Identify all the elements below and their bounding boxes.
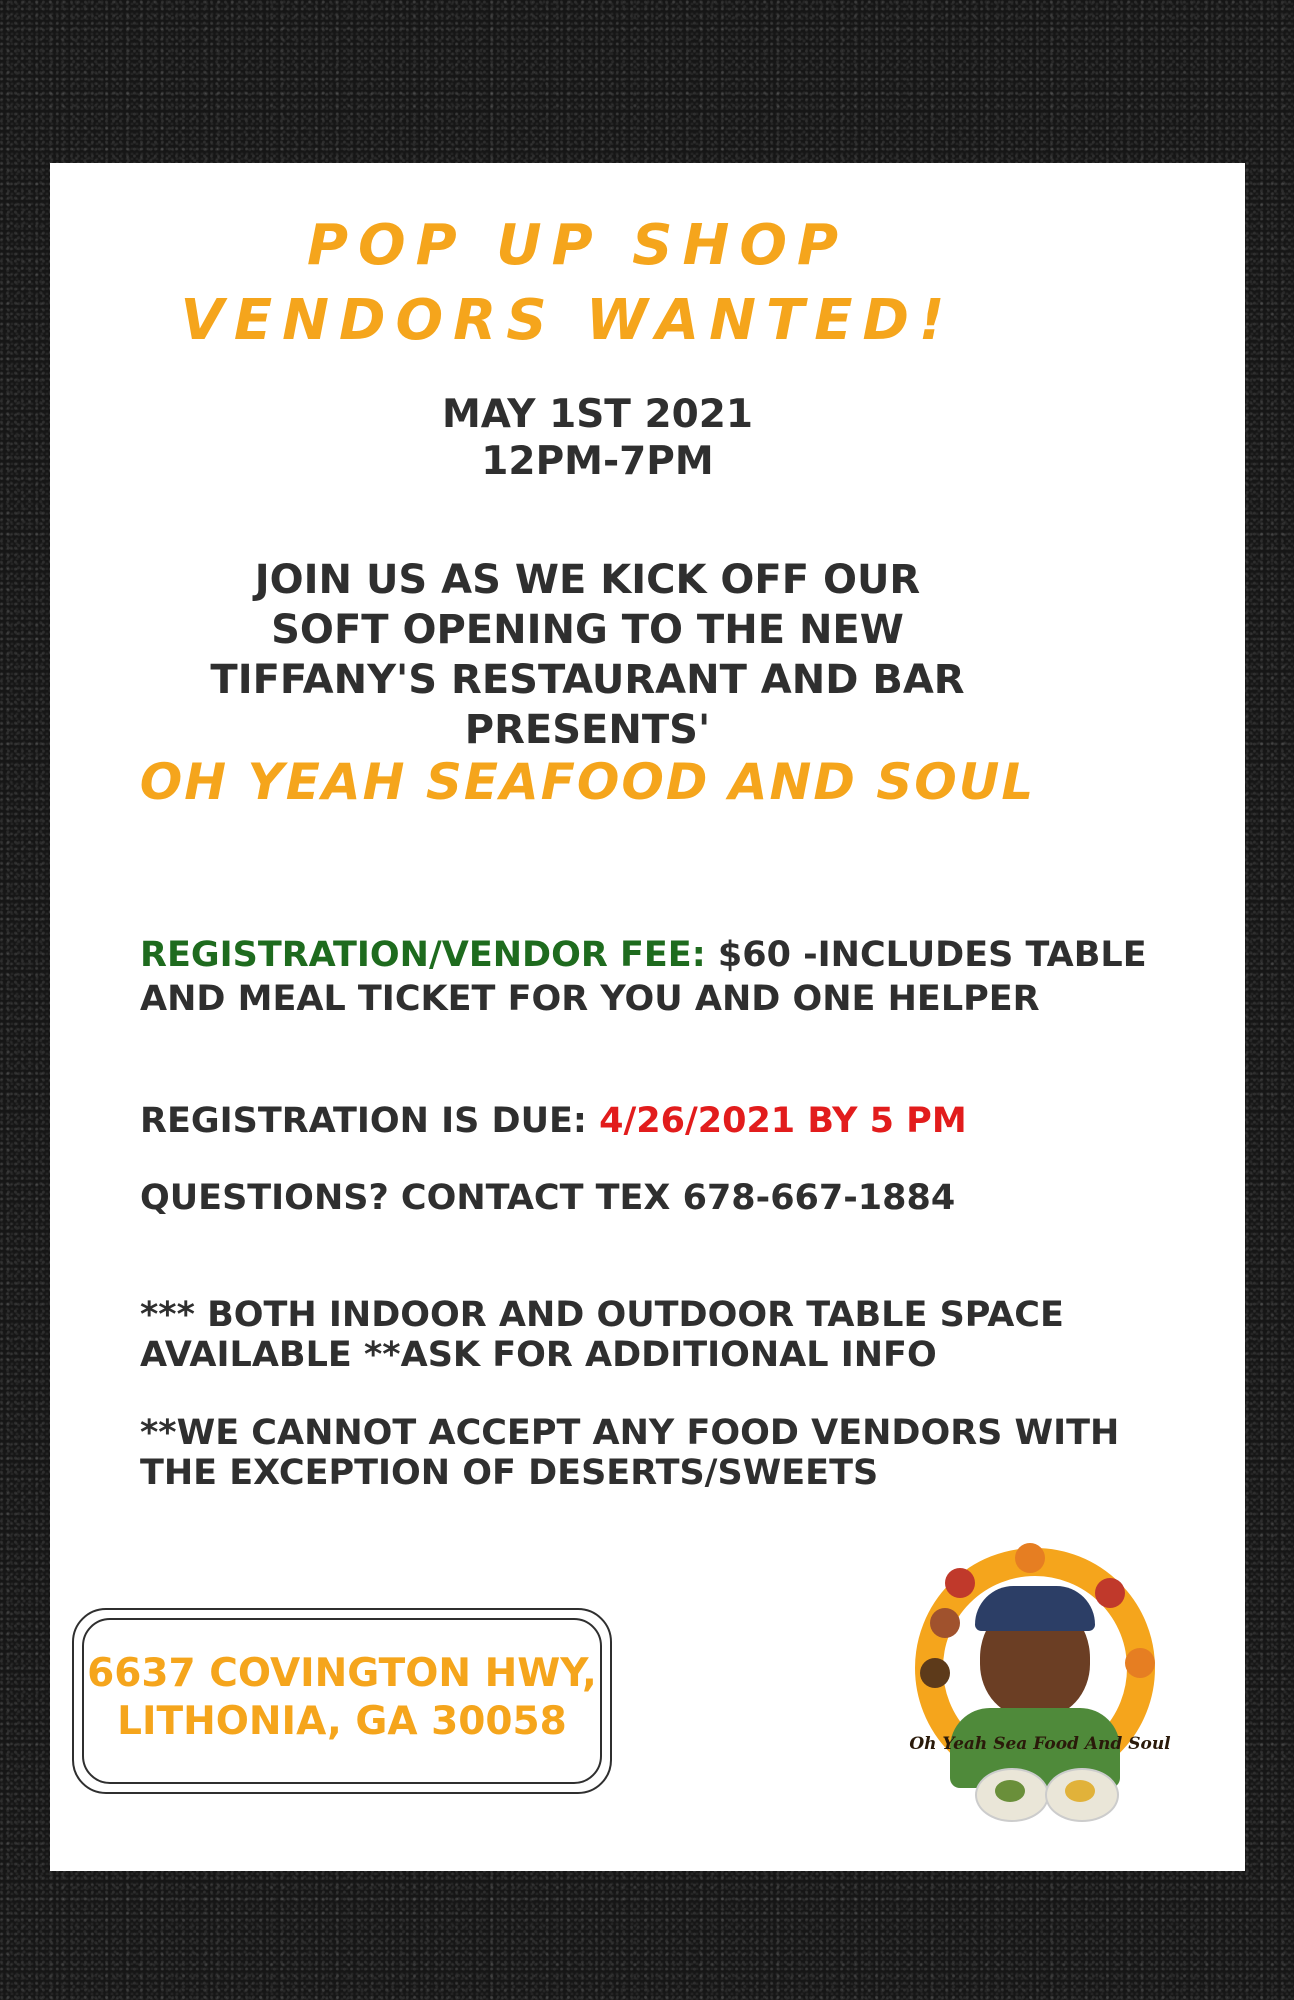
shrimp-icon [1015,1543,1045,1573]
chicken-icon [930,1608,960,1638]
address-line2: LITHONIA, GA 30058 [117,1699,567,1744]
event-time: 12PM-7PM [481,439,714,484]
brand-name: OH YEAH SEAFOOD AND SOUL [139,753,1036,811]
address-line1: 6637 COVINGTON HWY, [87,1651,597,1696]
shrimp-icon-2 [1125,1648,1155,1678]
cap-icon [975,1586,1095,1631]
table-space-note: *** BOTH INDOOR AND OUTDOOR TABLE SPACE AVAILABLE **ASK FOR ADDITIONAL INFO [140,1295,1064,1375]
flyer-card [50,163,1245,1871]
fee-label: REGISTRATION/VENDOR FEE: [140,935,706,975]
registration-due [140,1099,1160,1143]
food-vendor-note: **WE CANNOT ACCEPT ANY FOOD VENDORS WITH THE EXCEPTION OF DESERTS/SWEETS [140,1413,1120,1493]
due-label: REGISTRATION IS DUE: [140,1101,587,1141]
headline-line1: POP UP SHOP [306,213,849,278]
mac-icon [1065,1780,1095,1802]
address [74,1650,610,1746]
crab-icon [1095,1578,1125,1608]
lobster-icon [945,1568,975,1598]
event-date: MAY 1ST 2021 [441,392,754,437]
address-box [72,1608,612,1794]
due-value: 4/26/2021 BY 5 PM [599,1101,967,1141]
contact-info: QUESTIONS? CONTACT TEX 678-667-1884 [140,1178,956,1218]
vendor-fee [140,933,1160,1021]
event-intro: JOIN US AS WE KICK OFF OUR SOFT OPENING TO THE NEW TIFFANY'S RESTAURANT AND BAR PRESENTS' [210,557,965,753]
logo-label: Oh Yeah Sea Food And Soul [909,1734,1171,1754]
greens-icon [995,1780,1025,1802]
event-datetime [0,391,1195,485]
brand-logo [895,1548,1185,1838]
headline-line2: VENDORS WANTED! [180,288,955,353]
fee-value: $60 -INCLUDES TABLE AND MEAL TICKET FOR YOU AND ONE HELPER [140,935,1147,1019]
steak-icon [920,1658,950,1688]
